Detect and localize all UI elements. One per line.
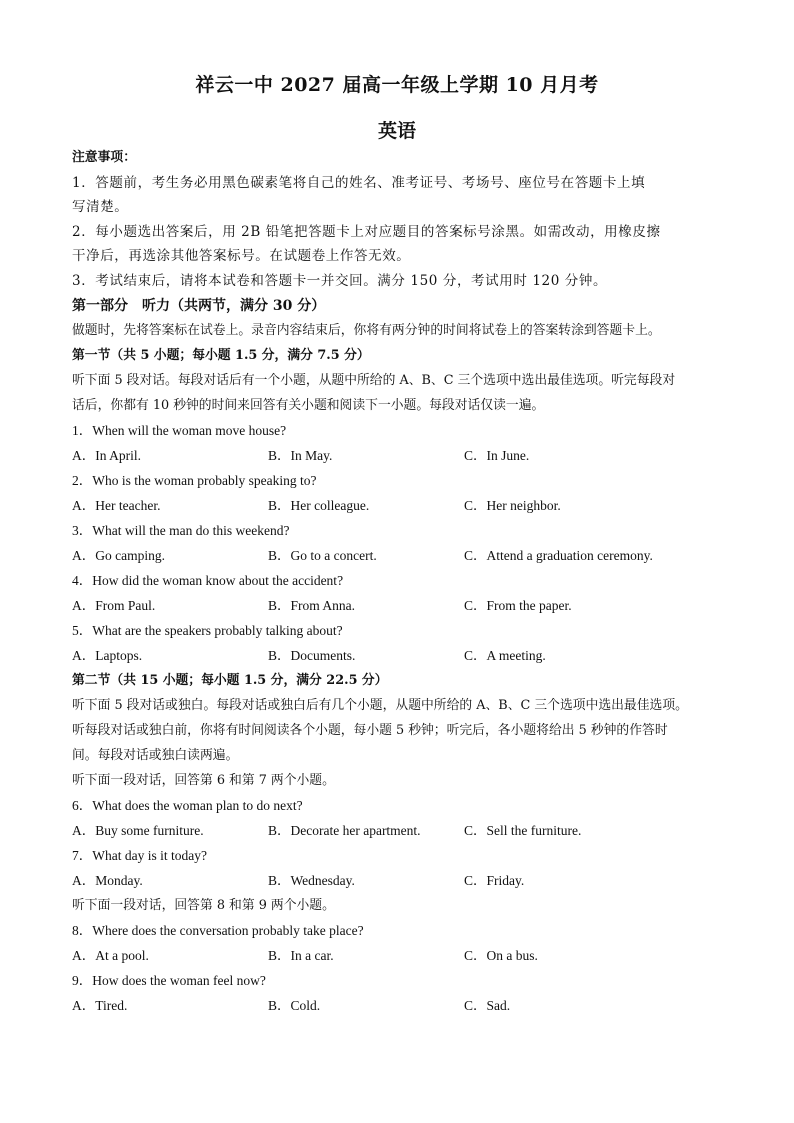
- notice-item-2-line-1: 2．每小题选出答案后，用 2B 铅笔把答题卡上对应题目的答案标号涂黑。如需改动，用橡皮擦: [72, 224, 661, 240]
- option-c: C．Her neighbor.: [464, 498, 561, 513]
- exam-title: 祥云一中 2027 届高一年级上学期 10 月月考: [195, 74, 599, 96]
- question-options: [72, 447, 752, 465]
- question-stem: 3．What will the man do this weekend?: [72, 523, 290, 538]
- question-options: [72, 997, 752, 1015]
- option-a: A．Her teacher.: [72, 498, 161, 513]
- notice-item-1-line-1: 1．答题前，考生务必用黑色碳素笔将自己的姓名、准考证号、考场号、座位号在答题卡上填: [72, 175, 646, 191]
- subject-title: 英语: [377, 120, 416, 142]
- question-options: [72, 872, 752, 890]
- option-b: B．Decorate her apartment.: [268, 823, 421, 838]
- option-a: A．Monday.: [72, 873, 143, 888]
- question-options: [72, 547, 752, 565]
- option-a: A．Laptops.: [72, 648, 143, 663]
- question-stem: 8．Where does the conversation probably take place?: [72, 923, 364, 938]
- option-c: C．Sell the furniture.: [464, 823, 582, 838]
- section2-intro-line-1: 听下面 5 段对话或独白。每段对话或独白后有几个小题，从题中所给的 A、B、C 三个选项中选出最佳选项。: [72, 698, 688, 713]
- section2-intro-line-2: 听每段对话或独白前，你将有时间阅读各个小题，每小题 5 秒钟；听完后，各小题将给出 5 秒钟的作答时: [72, 723, 668, 738]
- question-options: [72, 497, 752, 515]
- notice-heading: 注意事项：: [72, 150, 136, 165]
- option-c: C．On a bus.: [464, 948, 538, 963]
- section2-intro-line-3: 间。每段对话或独白读两遍。: [72, 748, 239, 763]
- notice-item-1-line-2: 写清楚。: [72, 199, 129, 215]
- question-options: [72, 647, 752, 665]
- option-c: C．Sad.: [464, 998, 511, 1013]
- option-c: C．A meeting.: [464, 648, 546, 663]
- part1-heading: 第一部分 听力（共两节，满分 30 分）: [72, 298, 326, 314]
- option-c: C．Attend a graduation ceremony.: [464, 548, 653, 563]
- question-stem: 9．How does the woman feel now?: [72, 973, 266, 988]
- question-options: [72, 947, 752, 965]
- notice-item-2-line-2: 干净后，再选涂其他答案标号。在试题卷上作答无效。: [72, 248, 411, 264]
- question-stem: 6．What does the woman plan to do next?: [72, 798, 303, 813]
- option-b: B．Cold.: [268, 998, 321, 1013]
- option-a: A．In April.: [72, 448, 141, 463]
- option-a: A．Tired.: [72, 998, 128, 1013]
- option-b: B．In a car.: [268, 948, 334, 963]
- question-stem: 5．What are the speakers probably talking about?: [72, 623, 343, 638]
- question-stem: 4．How did the woman know about the accident?: [72, 573, 344, 588]
- section1-intro-line-2: 话后，你都有 10 秒钟的时间来回答有关小题和阅读下一小题。每段对话仅读一遍。: [72, 398, 545, 413]
- option-b: B．Her colleague.: [268, 498, 370, 513]
- dialog-intro-6-7: 听下面一段对话，回答第 6 和第 7 两个小题。: [72, 773, 335, 788]
- notice-item-3: 3．考试结束后，请将本试卷和答题卡一并交回。满分 150 分，考试用时 120 分钟。: [72, 273, 608, 289]
- option-b: B．Wednesday.: [268, 873, 355, 888]
- option-c: C．In June.: [464, 448, 530, 463]
- section1-heading: 第一节（共 5 小题；每小题 1.5 分，满分 7.5 分）: [72, 348, 370, 363]
- option-a: A．At a pool.: [72, 948, 149, 963]
- option-a: A．From Paul.: [72, 598, 156, 613]
- question-stem: 7．What day is it today?: [72, 848, 207, 863]
- option-b: B．Go to a concert.: [268, 548, 377, 563]
- question-options: [72, 597, 752, 615]
- section1-intro-line-1: 听下面 5 段对话。每段对话后有一个小题，从题中所给的 A、B、C 三个选项中选出最佳选项。听完每段对: [72, 373, 676, 388]
- option-b: B．From Anna.: [268, 598, 356, 613]
- option-c: C．Friday.: [464, 873, 525, 888]
- section2-heading: 第二节（共 15 小题；每小题 1.5 分，满分 22.5 分）: [72, 673, 388, 688]
- option-a: A．Buy some furniture.: [72, 823, 204, 838]
- option-a: A．Go camping.: [72, 548, 165, 563]
- question-options: [72, 822, 752, 840]
- part1-intro: 做题时，先将答案标在试卷上。录音内容结束后，你将有两分钟的时间将试卷上的答案转涂到答题卡上。: [72, 323, 661, 338]
- dialog-intro-8-9: 听下面一段对话，回答第 8 和第 9 两个小题。: [72, 898, 335, 913]
- option-c: C．From the paper.: [464, 598, 572, 613]
- question-stem: 2．Who is the woman probably speaking to?: [72, 473, 317, 488]
- question-stem: 1．When will the woman move house?: [72, 423, 287, 438]
- option-b: B．Documents.: [268, 648, 356, 663]
- option-b: B．In May.: [268, 448, 333, 463]
